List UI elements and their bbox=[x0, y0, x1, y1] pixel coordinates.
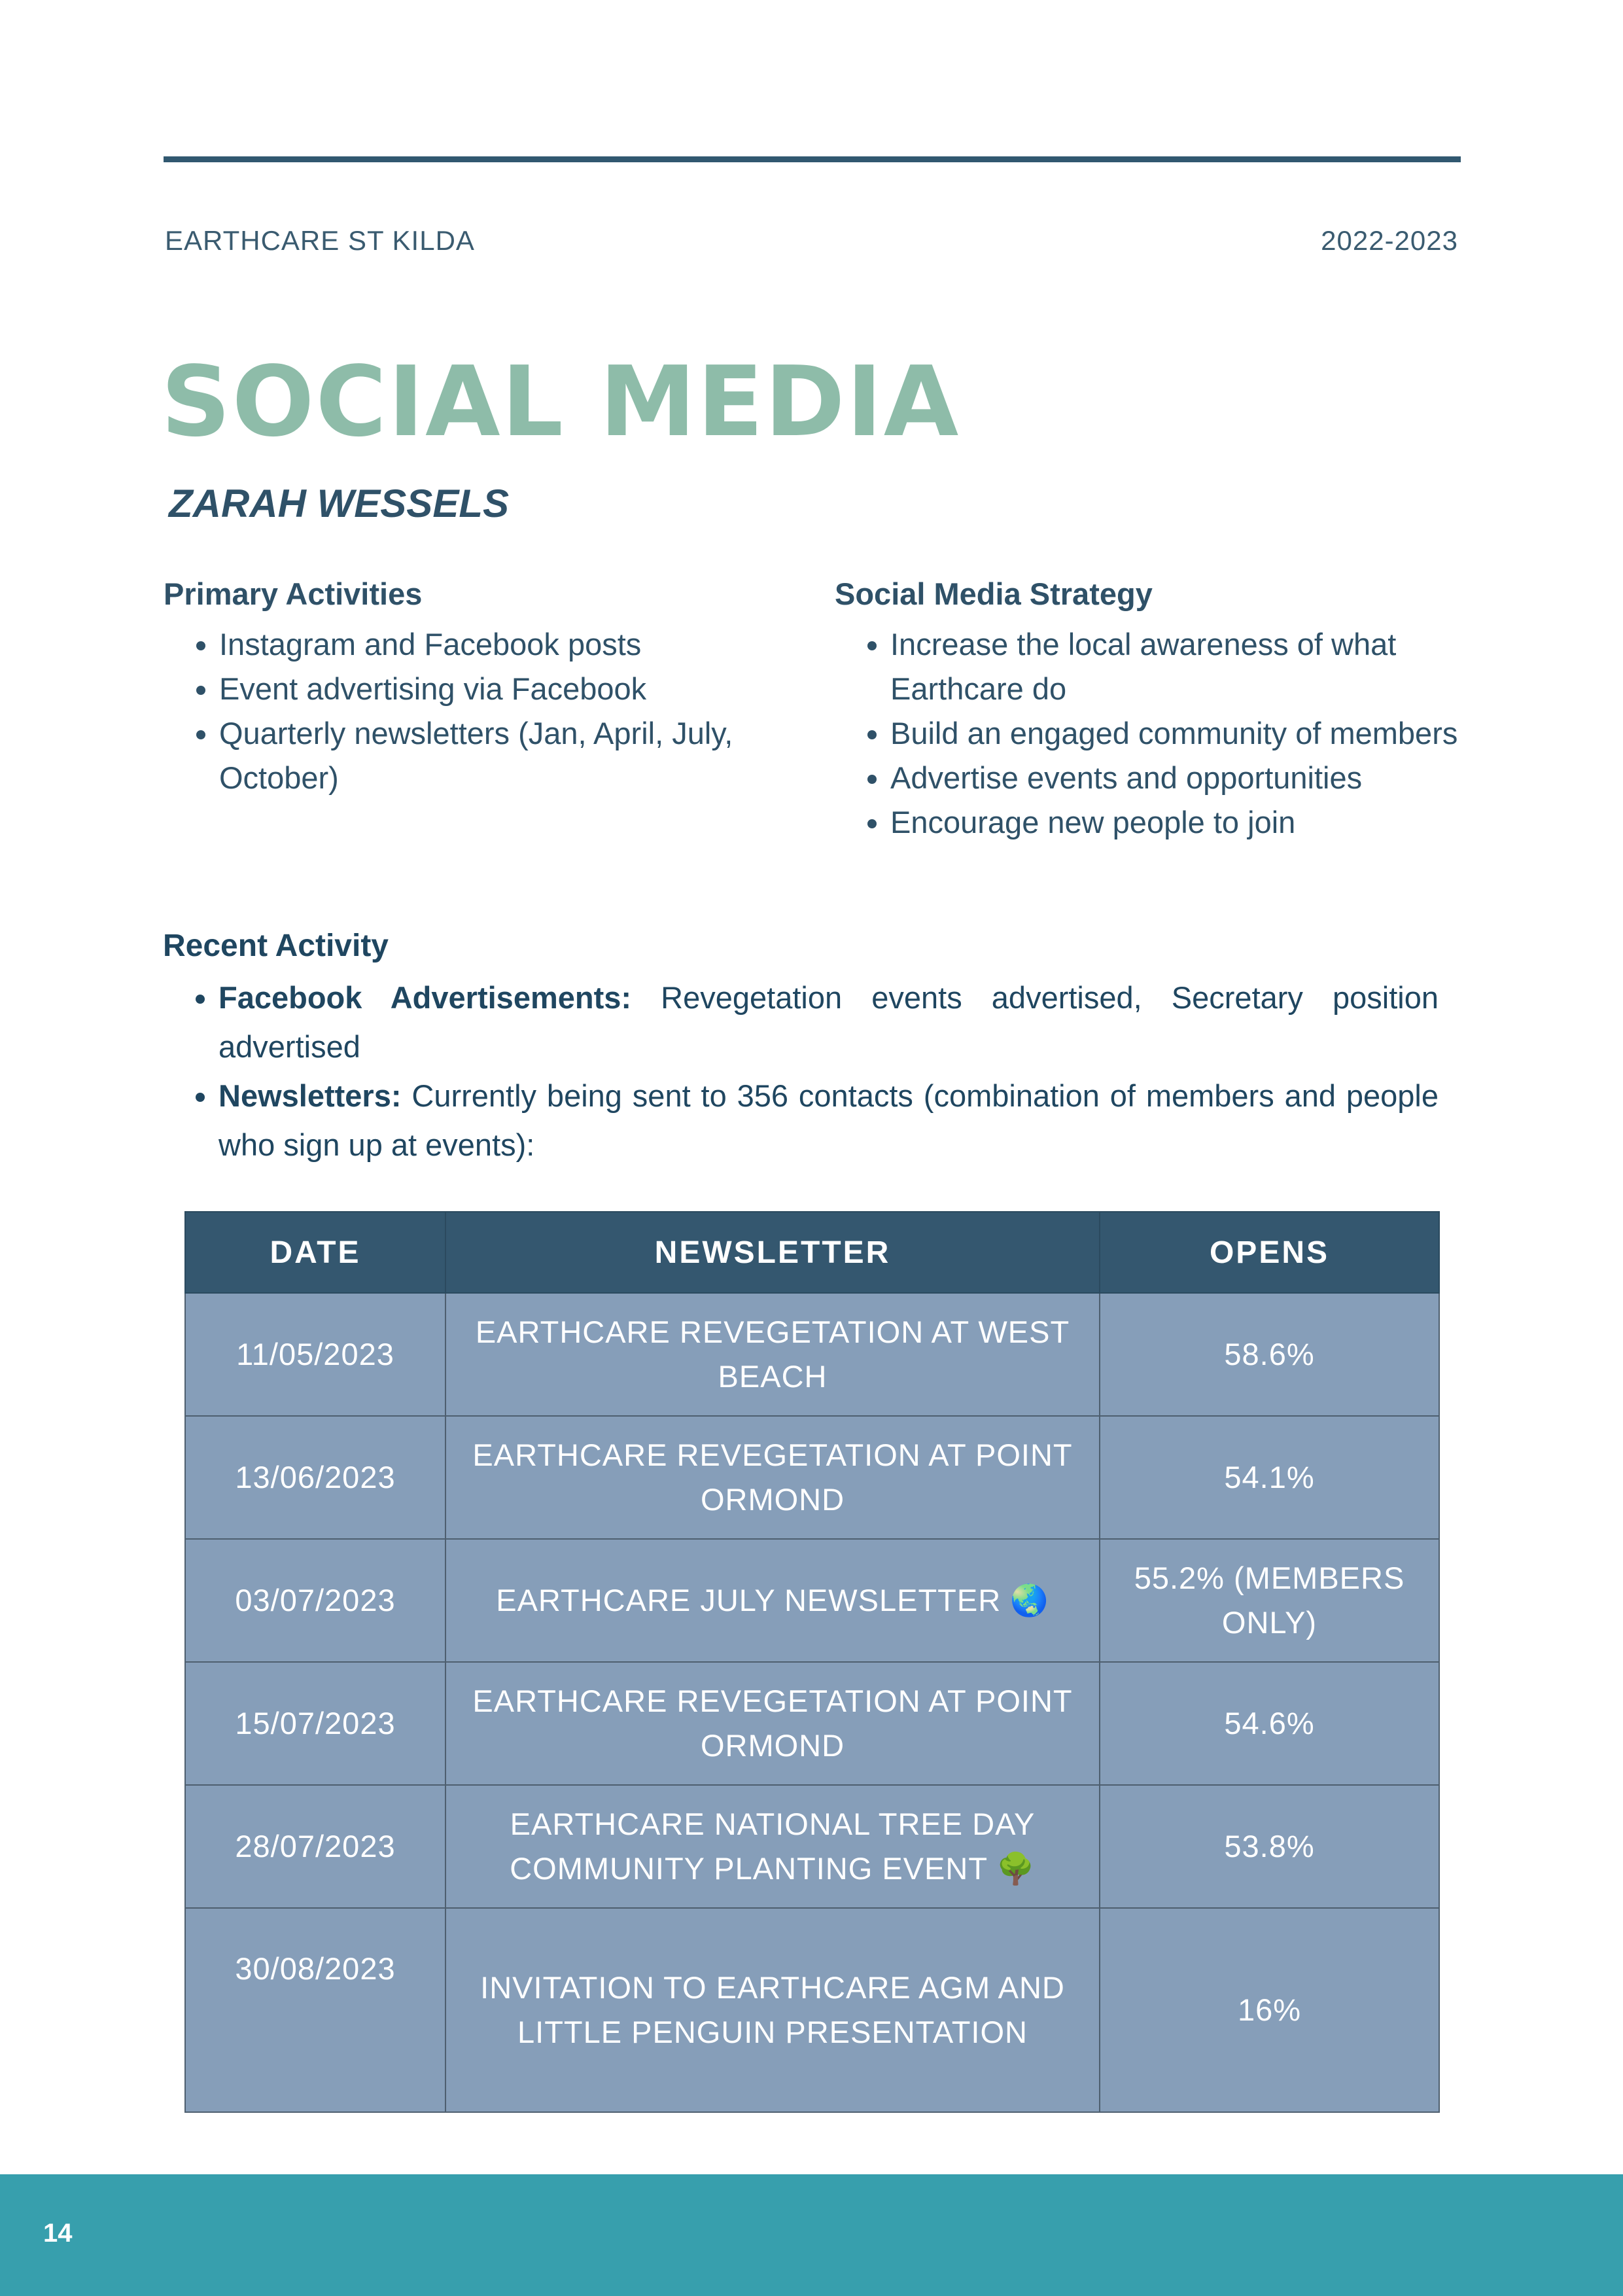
newsletter-title: EARTHCARE REVEGETATION AT POINT ORMOND bbox=[472, 1684, 1073, 1763]
date-cell: 03/07/2023 bbox=[185, 1539, 445, 1662]
table-row bbox=[185, 1662, 1439, 1785]
opens-cell: 54.6% bbox=[1100, 1662, 1439, 1785]
newsletter-title: EARTHCARE NATIONAL TREE DAY COMMUNITY PLANTING EVENT bbox=[510, 1806, 1036, 1886]
page-footer bbox=[0, 2174, 1623, 2296]
list-item bbox=[218, 1071, 1439, 1169]
table-row bbox=[185, 1785, 1439, 1908]
recent-activity-heading: Recent Activity bbox=[163, 928, 389, 963]
report-year: 2022-2023 bbox=[1321, 225, 1458, 256]
list-item: • Instagram and Facebook posts bbox=[219, 622, 792, 667]
opens-cell: 16% bbox=[1100, 1908, 1439, 2112]
list-item: • Increase the local awareness of what Earthcare do bbox=[890, 622, 1463, 711]
item-text: Currently being sent to 356 contacts (combination of members and people who sign up at events): bbox=[218, 1078, 1439, 1162]
newsletter-cell bbox=[445, 1785, 1100, 1908]
item-label: Newsletters: bbox=[218, 1078, 402, 1113]
column-header-newsletter: NEWSLETTER bbox=[445, 1212, 1100, 1293]
newsletter-cell bbox=[445, 1293, 1100, 1416]
list-item: • Advertise events and opportunities bbox=[890, 756, 1463, 800]
column-header-opens: OPENS bbox=[1100, 1212, 1439, 1293]
table-row bbox=[185, 1908, 1439, 2112]
table-header-row bbox=[185, 1212, 1439, 1293]
organization-name: EARTHCARE ST KILDA bbox=[165, 225, 475, 256]
list-item: • Quarterly newsletters (Jan, April, July, October) bbox=[219, 711, 792, 800]
recent-activity-list bbox=[163, 973, 1439, 1169]
newsletter-cell bbox=[445, 1662, 1100, 1785]
list-item: • Build an engaged community of members bbox=[890, 711, 1463, 756]
date-cell: 11/05/2023 bbox=[185, 1293, 445, 1416]
opens-cell: 54.1% bbox=[1100, 1416, 1439, 1539]
date-cell: 28/07/2023 bbox=[185, 1785, 445, 1908]
newsletter-title: EARTHCARE REVEGETATION AT WEST BEACH bbox=[475, 1315, 1070, 1394]
newsletter-title: EARTHCARE JULY NEWSLETTER bbox=[496, 1582, 1002, 1617]
column-header-date: DATE bbox=[185, 1212, 445, 1293]
list-item: • Encourage new people to join bbox=[890, 800, 1463, 845]
author-name: ZARAH WESSELS bbox=[169, 482, 510, 525]
opens-cell: 53.8% bbox=[1100, 1785, 1439, 1908]
date-cell: 15/07/2023 bbox=[185, 1662, 445, 1785]
table-row bbox=[185, 1416, 1439, 1539]
primary-activities-list bbox=[164, 622, 792, 800]
opens-cell: 58.6% bbox=[1100, 1293, 1439, 1416]
newsletter-title: INVITATION TO EARTHCARE AGM AND LITTLE PENGUIN PRESENTATION bbox=[480, 1970, 1065, 2049]
table-row bbox=[185, 1539, 1439, 1662]
item-text: Revegetation events advertised, Secretary position advertised bbox=[218, 980, 1439, 1064]
list-item bbox=[218, 973, 1439, 1071]
table-row bbox=[185, 1293, 1439, 1416]
primary-activities-section bbox=[164, 576, 792, 800]
recent-activity-section bbox=[163, 928, 1439, 1169]
strategy-section bbox=[835, 576, 1463, 845]
newsletter-cell bbox=[445, 1908, 1100, 2112]
page-number: 14 bbox=[43, 2219, 73, 2248]
opens-cell: 55.2% (MEMBERS ONLY) bbox=[1100, 1539, 1439, 1662]
newsletter-table bbox=[184, 1211, 1440, 2113]
strategy-heading: Social Media Strategy bbox=[835, 576, 1153, 611]
date-cell: 13/06/2023 bbox=[185, 1416, 445, 1539]
top-divider bbox=[164, 156, 1461, 162]
newsletter-cell bbox=[445, 1416, 1100, 1539]
newsletter-cell bbox=[445, 1539, 1100, 1662]
primary-activities-heading: Primary Activities bbox=[164, 576, 423, 611]
list-item: • Event advertising via Facebook bbox=[219, 667, 792, 711]
globe-icon: 🌏 bbox=[1010, 1582, 1049, 1619]
tree-icon: 🌳 bbox=[996, 1850, 1036, 1887]
item-label: Facebook Advertisements: bbox=[218, 980, 632, 1015]
date-cell: 30/08/2023 bbox=[185, 1908, 445, 2112]
page-title: SOCIAL MEDIA bbox=[161, 345, 960, 458]
strategy-list bbox=[835, 622, 1463, 845]
newsletter-title: EARTHCARE REVEGETATION AT POINT ORMOND bbox=[472, 1438, 1073, 1517]
